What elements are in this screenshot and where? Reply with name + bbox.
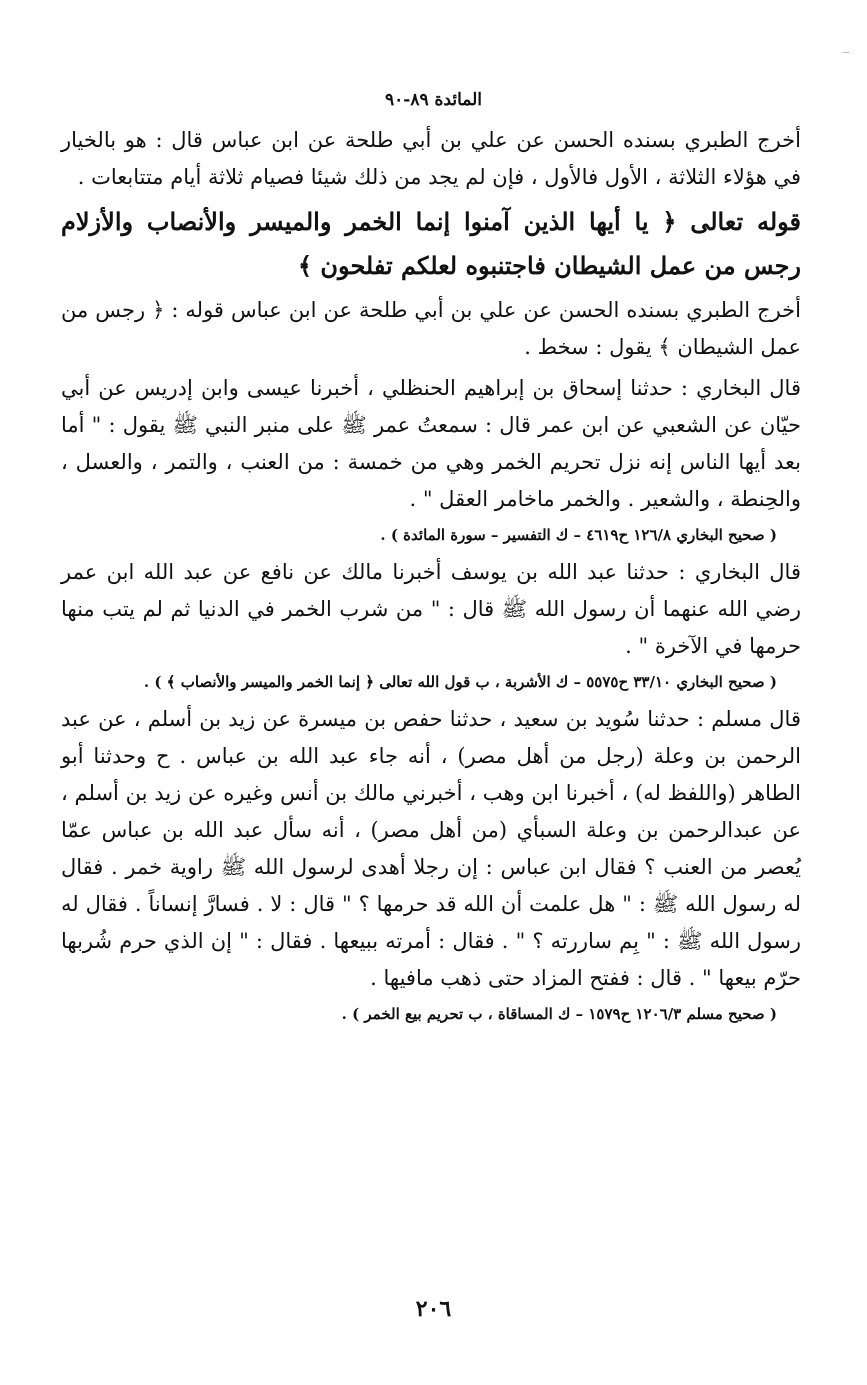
- scan-mark: [843, 52, 849, 53]
- paragraph-bukhari-2: قال البخاري : حدثنا عبد الله بن يوسف أخبرنا مالك عن نافع عن عبد الله ابن عمر رضي الله عنهما أن رسول الله ﷺ قال : " من شرب الخمر في الدنيا ثم لم يتب منها حرمها في الآخرة " .: [61, 560, 801, 658]
- page-number: ٢٠٦: [415, 1296, 452, 1322]
- paragraph-bukhari-1: قال البخاري : حدثنا إسحاق بن إبراهيم الحنظلي ، أخبرنا عيسى وابن إدريس عن أبي حيّان عن الشعبي عن ابن عمر قال : سمعتُ عمر ﷺ على منبر النبي ﷺ يقول : " أما بعد أيها الناس إنه نزل تحريم الخمر وهي من خمسة : من العنب ، والتمر ، والعسل ، والحِنطة ، والشعير . والخمر ماخامر العقل " .: [61, 376, 801, 511]
- quran-verse-heading: قوله تعالى ﴿ يا أيها الذين آمنوا إنما الخمر والميسر والأنصاب والأزلام رجس من عمل الشيطان فاجتنبوه لعلكم تفلحون ﴾: [61, 207, 801, 280]
- paragraph-tabari-1: أخرج الطبري بسنده الحسن عن علي بن أبي طلحة عن ابن عباس قال : هو بالخيار في هؤلاء الثلاثة ، الأول فالأول ، فإن لم يجد من ذلك شيئا فصيام ثلاثة أيام متتابعات .: [61, 128, 801, 189]
- source-citation-2: ( صحيح البخاري ٣٣/١٠ ح٥٥٧٥ – ك الأشربة ، ب قول الله تعالى ﴿ إنما الخمر والميسر والأنصاب ﴾ ) .: [143, 673, 777, 691]
- paragraph-tabari-2: أخرج الطبري بسنده الحسن عن علي بن أبي طلحة عن ابن عباس قوله : ﴿ رجس من عمل الشيطان ﴾ يقول : سخط .: [61, 298, 801, 359]
- source-citation-1: ( صحيح البخاري ١٢٦/٨ ح٤٦١٩ – ك التفسير – سورة المائدة ) .: [380, 526, 777, 544]
- source-citation-3: ( صحيح مسلم ١٢٠٦/٣ ح١٥٧٩ – ك المساقاة ، ب تحريم بيع الخمر ) .: [341, 1005, 777, 1023]
- running-header: المائدة ٨٩-٩٠: [385, 90, 482, 110]
- page-body: [61, 122, 801, 1033]
- paragraph-muslim: قال مسلم : حدثنا سُويد بن سعيد ، حدثنا حفص بن ميسرة عن زيد بن أسلم ، عن عبد الرحمن بن وعلة (رجل من أهل مصر) ، أنه جاء عبد الله بن عباس . ح وحدثنا أبو الطاهر (واللفظ له) ، أخبرنا ابن وهب ، أخبرني مالك بن أنس وغيره عن زيد بن أسلم ، عن عبدالرحمن بن وعلة السبأي (من أهل مصر) ، أنه سأل عبد الله بن عباس عمّا يُعصر من العنب ؟ فقال ابن عباس : إن رجلا أهدى لرسول الله ﷺ راوية خمر . فقال له رسول الله ﷺ : " هل علمت أن الله قد حرمها ؟ " قال : لا . فسارَّ إنساناً . فقال له رسول الله ﷺ : " بِم ساررته ؟ " . فقال : أمرته ببيعها . فقال : " إن الذي حرم شُربها حرّم بيعها " . قال : ففتح المزاد حتى ذهب مافيها .: [61, 707, 801, 990]
